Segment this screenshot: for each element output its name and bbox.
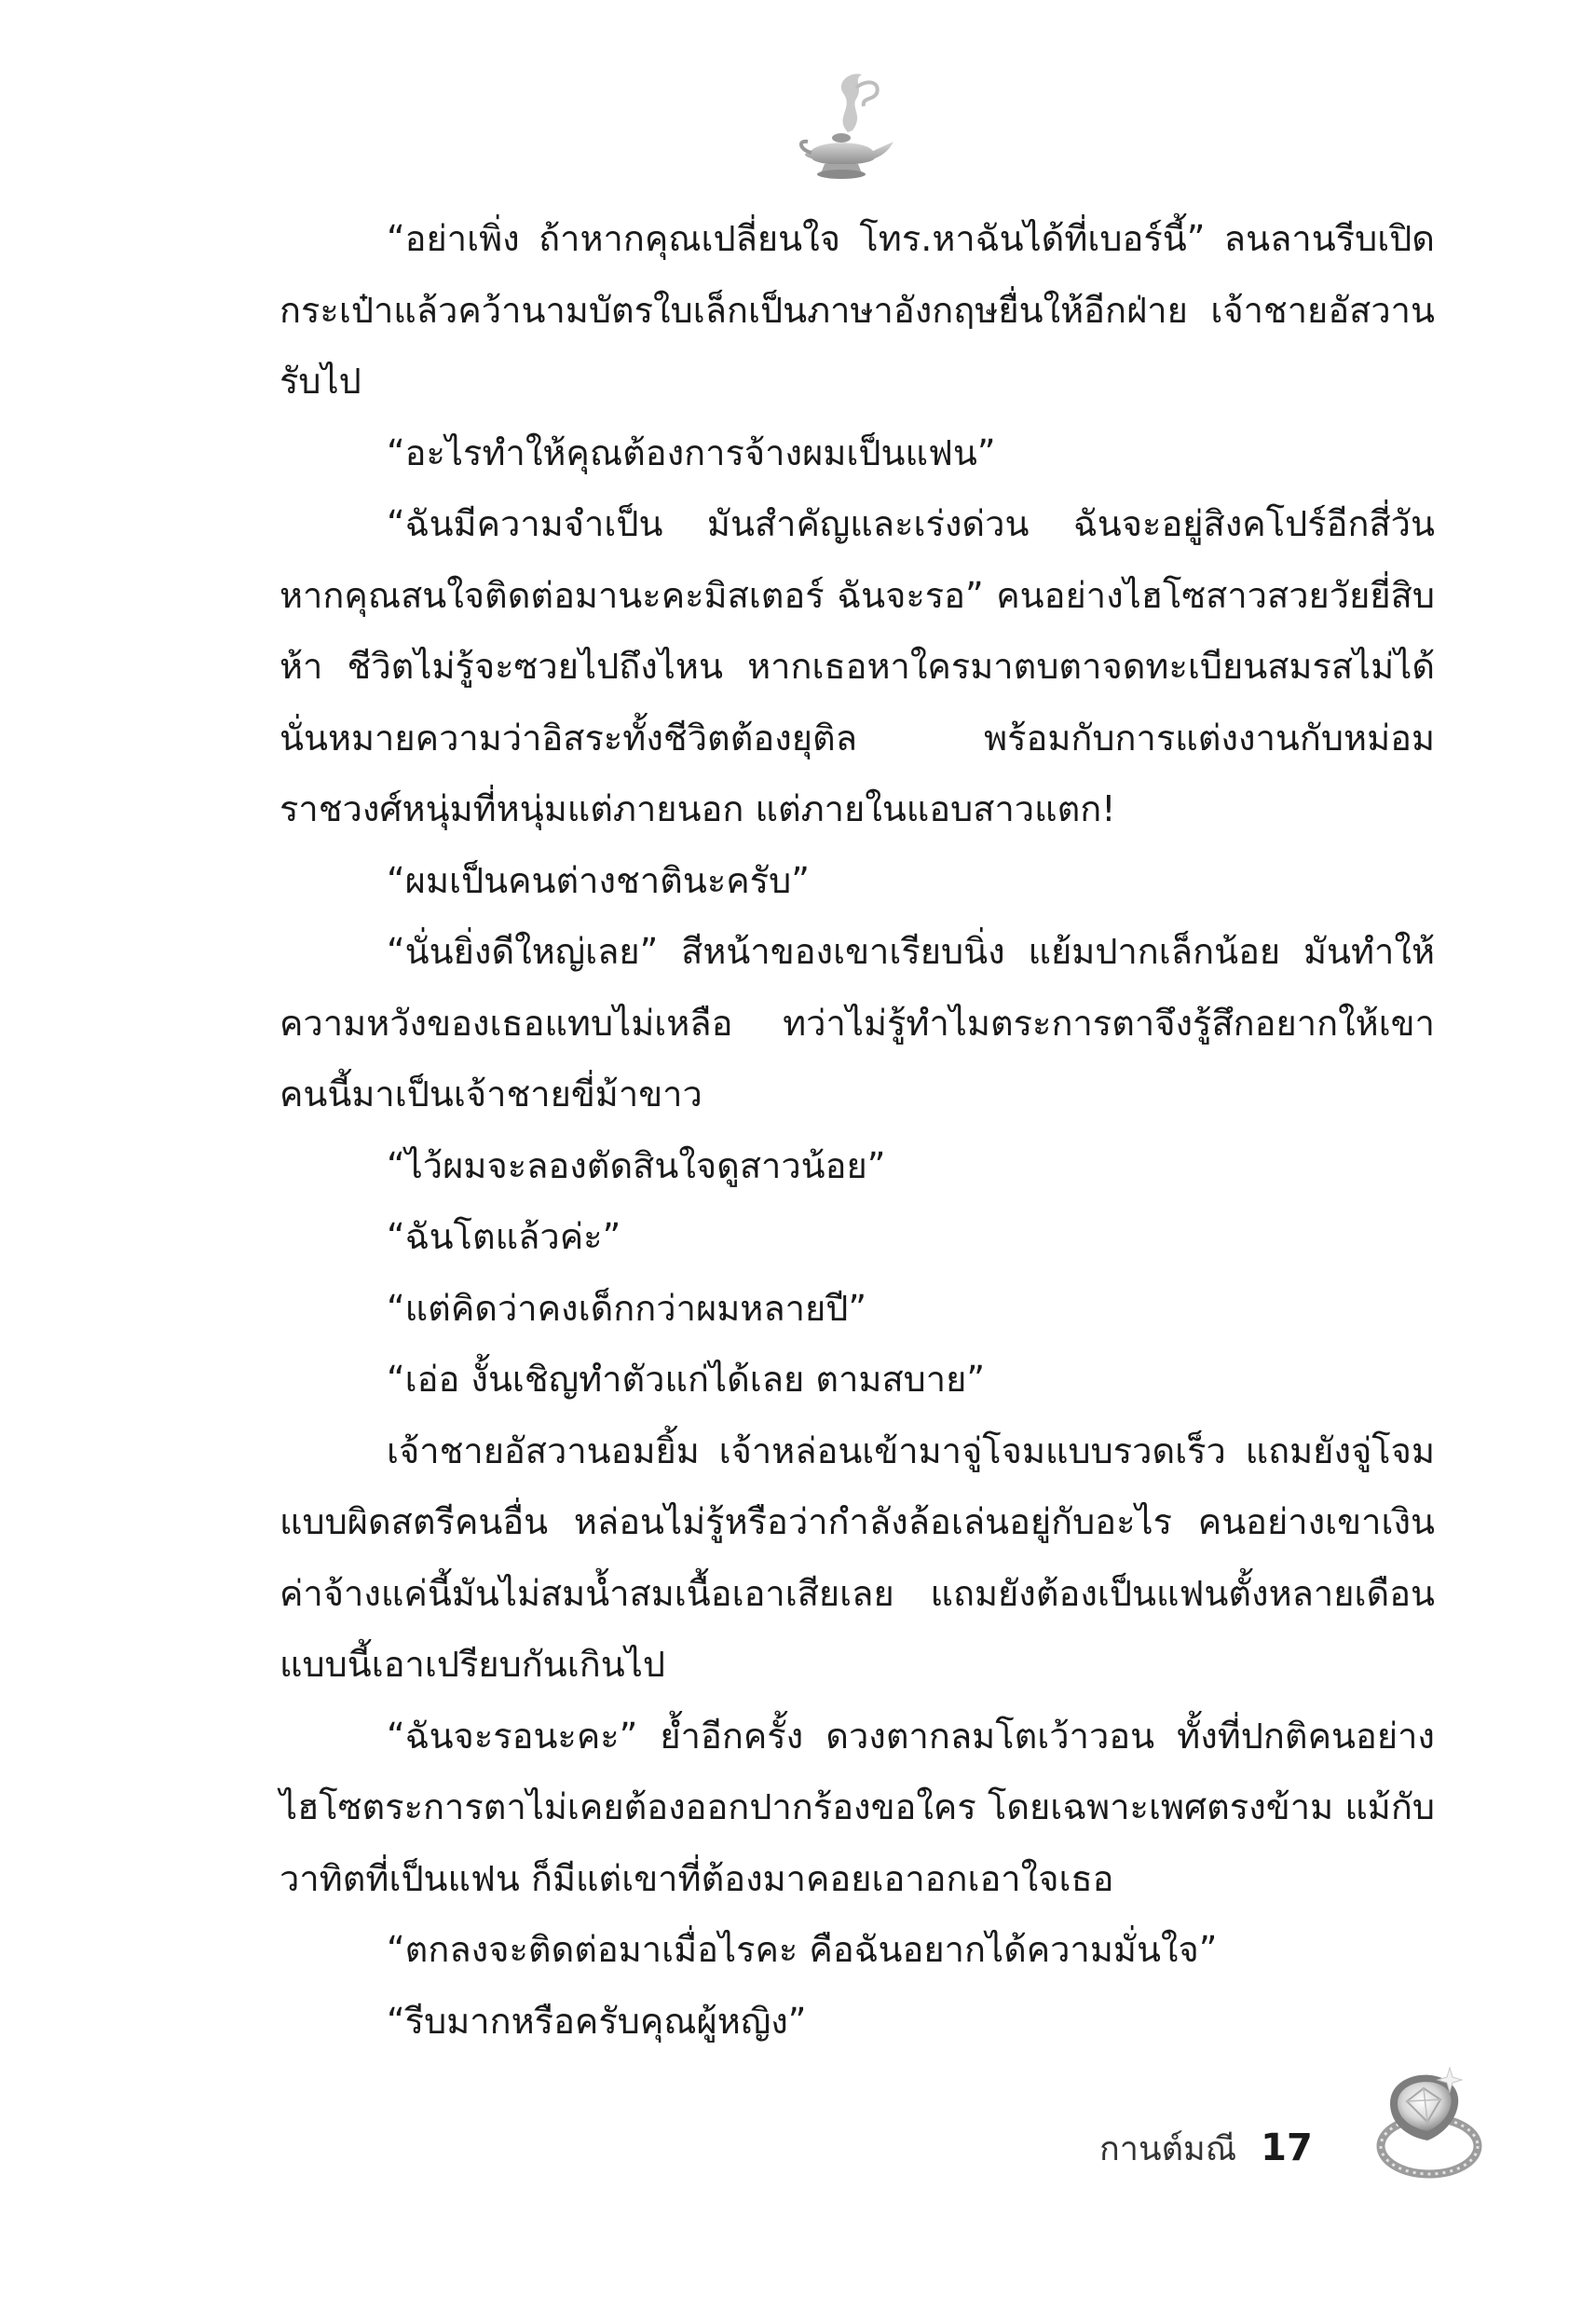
page-number: 17 [1261,2126,1313,2169]
paragraph: “อย่าเพิ่ง ถ้าหากคุณเปลี่ยนใจ โทร.หาฉันได้ที่เบอร์นี้” ลนลานรีบเปิดกระเป๋าแล้วคว้านามบัตรใบเล็กเป็นภาษาอังกฤษยื่นให้อีกฝ่าย เจ้าชายอัสวานรับไป [280,218,1435,402]
diamond-ring-icon [1353,2045,1502,2195]
paragraph: “เอ่อ งั้นเชิญทำตัวแก่ได้เลย ตามสบาย” [387,1359,986,1400]
paragraph: “ฉันมีความจำเป็น มันสำคัญและเร่งด่วน ฉันจะอยู่สิงคโปร์อีกสี่วัน หากคุณสนใจติดต่อมานะคะมิสเตอร์ ฉันจะรอ” คนอย่างไฮโซสาวสวยวัยยี่สิบห้า ชีวิตไม่รู้จะซวยไปถึงไหน หากเธอหาใครมาตบตาจดทะเบียนสมรสไม่ได้ นั่นหมายความว่าอิสระทั้งชีวิตต้องยุติล พร้อมกับการแต่งงานกับหม่อมราชวงศ์หนุ่มที่หนุ่มแต่ภายนอก แต่ภายในแอบสาวแตก! [280,503,1435,829]
story-text [280,203,1435,2057]
magic-lamp-icon [797,60,899,190]
book-title: กานต์มณี [1099,2129,1237,2168]
paragraph: “อะไรทำให้คุณต้องการจ้างผมเป็นแฟน” [387,431,996,473]
paragraph: เจ้าชายอัสวานอมยิ้ม เจ้าหล่อนเข้ามาจู่โจมแบบรวดเร็ว แถมยังจู่โจมแบบผิดสตรีคนอื่น หล่อนไม่รู้หรือว่ากำลังล้อเล่นอยู่กับอะไร คนอย่างเขาเงินค่าจ้างแค่นี้มันไม่สมน้ำสมเนื้อเอาเสียเลย แถมยังต้องเป็นแฟนตั้งหลายเดือน แบบนี้เอาเปรียบกันเกินไป [280,1429,1435,1685]
paragraph: “ไว้ผมจะลองตัดสินใจดูสาวน้อย” [387,1144,886,1186]
paragraph: “แต่คิดว่าคงเด็กกว่าผมหลายปี” [387,1287,867,1329]
paragraph: “ฉันจะรอนะคะ” ย้ำอีกครั้ง ดวงตากลมโตเว้าวอน ทั้งที่ปกติคนอย่างไฮโซตระการตาไม่เคยต้องออกปากร้องขอใคร โดยเฉพาะเพศตรงข้าม แม้กับวาทิตที่เป็นแฟน ก็มีแต่เขาที่ต้องมาคอยเอาอกเอาใจเธอ [280,1715,1435,1899]
paragraph: “ฉันโตแล้วค่ะ” [387,1216,621,1257]
paragraph: “ตกลงจะติดต่อมาเมื่อไรคะ คือฉันอยากได้ความมั่นใจ” [387,1929,1218,1970]
paragraph: “นั่นยิ่งดีใหญ่เลย” สีหน้าของเขาเรียบนิ่ง แย้มปากเล็กน้อย มันทำให้ความหวังของเธอแทบไม่เหลือ ทว่าไม่รู้ทำไมตระการตาจึงรู้สึกอยากให้เขาคนนี้มาเป็นเจ้าชายขี่ม้าขาว [280,931,1435,1114]
page-footer [1099,2111,1313,2185]
paragraph: “รีบมากหรือครับคุณผู้หญิง” [387,2000,807,2042]
paragraph: “ผมเป็นคนต่างชาตินะครับ” [387,859,810,901]
